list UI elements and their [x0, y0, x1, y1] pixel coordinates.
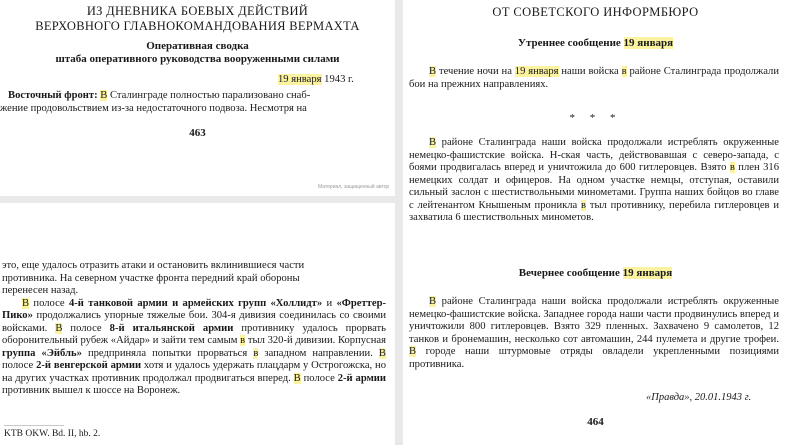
- left-bottom-text: [2, 260, 386, 398]
- page-number-right: 464: [587, 416, 604, 428]
- continued-line: это, еще удалось отразить атаки и остановить вклинившиеся части: [2, 260, 305, 271]
- report-subtitle: Оперативная сводка: [146, 40, 249, 52]
- evening-paragraph: В районе Сталинграда наши войска продолжали истреблять окруженные немецко-фашистские войска. Западнее города наши части продвинулись вперед и уничтожили 800 гитлеровцев. Взято 329 пленных. Захвачено 9 самолетов, 12 танков и бронемашин, несколько сот автомашин, 244 пулемета и другие трофеи. В городе наши штурмовые отряды овладели укрепленными позициями противника.: [409, 296, 779, 370]
- diary-title-line2: ВЕРХОВНОГО ГЛАВНОКОМАНДОВАНИЯ ВЕРМАХТА: [35, 19, 360, 33]
- separator-stars: * * *: [569, 112, 622, 124]
- report-subtitle-2: штаба оперативного руководства вооруженными силами: [55, 53, 340, 65]
- morning-paragraph-2: В районе Сталинграда наши войска продолжали истреблять окруженные немецко-фашистские войска. Н-ская часть, действовавшая с северо-запада, с боями продвигалась вперед и уничтожила до 600 гитлеровцев. Взято в плен 316 немецких солдат и офицеров. На одном участке немцы, отступая, оставили сильный заслон с шестиствольными минометами. Группа наших бойцов во главе с лейтенантом Кнышеным проникла в тыл противнику, перебила гитлеровцев и захватила 6 шестиствольных минометов.: [409, 137, 779, 223]
- evening-heading: Вечернее сообщение 19 января: [518, 267, 673, 279]
- front-line-1: Восточный фронт: В Сталинграде полностью парализовано снаб-: [8, 90, 311, 101]
- watermark: Материал, защищенный автор: [318, 184, 390, 190]
- continued-line: противника. На северном участке фронта передний край обороны: [2, 272, 300, 284]
- page-number-left: 463: [189, 127, 206, 139]
- left-top-fragment: [0, 0, 395, 196]
- source-citation: «Правда», 20.01.1943 г.: [646, 392, 752, 403]
- morning-paragraph: В течение ночи на 19 января наши войска в районе Сталинграда продолжали бои на прежних направлениях.: [409, 66, 779, 90]
- diary-title-line1: ИЗ ДНЕВНИКА БОЕВЫХ ДЕЙСТВИЙ: [86, 4, 309, 18]
- left-bottom-fragment: [0, 203, 395, 445]
- footnote-rule: [4, 425, 64, 426]
- continued-line: перенесен назад.: [2, 285, 79, 296]
- footnote: KTB OKW. Bd. II, hb. 2.: [4, 429, 101, 439]
- morning-heading: Утреннее сообщение 19 января: [517, 37, 674, 49]
- sovinform-title: ОТ СОВЕТСКОГО ИНФОРМБЮРО: [492, 5, 699, 19]
- army-paragraph: В полосе 4-й танковой армии и армейских групп «Холлидт» и «Фреттер-Пико» продолжались упорные тяжелые бои. 304-я дивизия соединилась со своими войсками. В полосе 8-й итальянской армии противнику удалось прорвать оборонительный рубеж «Айдар» и зайти тем самым в тыл 320-й дивизии. Корпусная группа «Эйбль» предприняла попытки прорваться в западном направлении. В полосе 2-й венгерской армии хотя и удалось удержать плацдарм у Острогожска, но на других участках противник продолжал продвигаться вперед. В полосе 2-й армии противник вышел к шоссе на Воронеж.: [2, 297, 387, 396]
- date-highlight: 19 января: [278, 74, 322, 85]
- front-line-2: жение продовольствием из-за недостаточного подвоза. Несмотря на: [0, 103, 307, 114]
- report-date: 19 января 1943 г.: [278, 74, 354, 85]
- right-fragment: [403, 0, 788, 445]
